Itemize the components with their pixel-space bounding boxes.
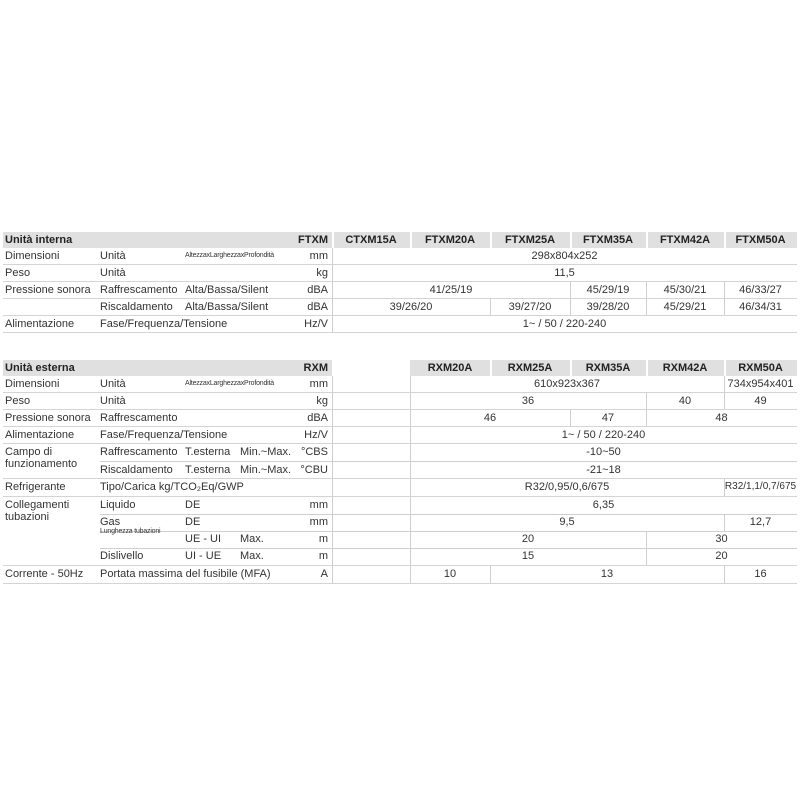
row-detail: Alta/Bassa/Silent: [185, 301, 269, 313]
row-label: Campo di: [5, 446, 53, 458]
row-sub: Fase/Frequenza/Tensione: [100, 429, 228, 441]
value-cell: -10~50: [586, 446, 621, 458]
value-cell: 9,5: [559, 516, 575, 528]
row-detail: UI - UE: [185, 550, 222, 562]
value-cell: 36: [521, 395, 535, 407]
row-label: Pressione sonora: [5, 284, 91, 296]
row-label: Dimensioni: [5, 250, 60, 262]
row-unit: A: [320, 568, 328, 580]
row-detail: Min.~Max.: [240, 464, 292, 476]
indoor-sound-cooling-row: [3, 282, 797, 299]
outdoor-model-col: RXM50A: [738, 362, 783, 374]
indoor-weight-row: [3, 265, 797, 282]
value-cell: 1~ / 50 / 220-240: [561, 429, 646, 441]
row-label: funzionamento: [5, 458, 78, 470]
indoor-sound-heating-row: [3, 299, 797, 316]
value-cell: 6,35: [592, 499, 615, 511]
row-sub: Unità: [100, 250, 126, 262]
value-cell: 13: [600, 568, 614, 580]
indoor-model-col: FTXM42A: [659, 234, 711, 246]
row-sub: Liquido: [100, 499, 136, 511]
row-label: Peso: [5, 267, 31, 279]
value-cell: 45/29/19: [586, 284, 630, 296]
row-unit: kg: [316, 395, 328, 407]
value-cell: 20: [715, 550, 728, 562]
row-sub: Fase/Frequenza/Tensione: [100, 318, 228, 330]
row-unit: Hz/V: [304, 429, 328, 441]
outdoor-model-col: RXM20A: [427, 362, 473, 374]
row-unit: kg: [316, 267, 328, 279]
indoor-model-col: FTXM50A: [735, 234, 786, 246]
row-sub: Raffrescamento: [100, 284, 178, 296]
row-sub: Riscaldamento: [100, 301, 173, 313]
value-cell: 47: [601, 412, 615, 424]
indoor-header-row: [3, 232, 797, 248]
outdoor-header-row: [3, 360, 797, 376]
row-sub: Unità: [100, 395, 126, 407]
indoor-power-row: [3, 316, 797, 333]
row-label: Refrigerante: [5, 481, 66, 493]
indoor-model-col: FTXM20A: [424, 234, 476, 246]
row-label: Corrente - 50Hz: [5, 568, 84, 580]
outdoor-model-col: RXM42A: [662, 362, 708, 374]
value-cell: 734x954x401: [727, 378, 794, 390]
row-unit: m: [318, 533, 328, 545]
row-label: Dimensioni: [5, 378, 60, 390]
row-sub: Unità: [100, 378, 126, 390]
row-label: Collegamenti: [5, 499, 70, 511]
value-cell: 10: [443, 568, 457, 580]
outdoor-model-col: RXM35A: [585, 362, 631, 374]
row-sub: Unità: [100, 267, 126, 279]
outdoor-model-col: RXM25A: [507, 362, 553, 374]
value-cell: 49: [754, 395, 767, 407]
outdoor-sound-row: [3, 410, 797, 427]
row-detail: T.esterna: [185, 446, 231, 458]
row-detail: T.esterna: [185, 464, 231, 476]
row-detail: Alta/Bassa/Silent: [185, 284, 269, 296]
row-sub: Portata massima del fusibile (MFA): [100, 568, 271, 580]
row-label: tubazioni: [5, 511, 50, 523]
row-sub: Raffrescamento: [100, 412, 178, 424]
outdoor-operating-range-group: [3, 444, 797, 479]
row-sub: Lunghezza tubazioni: [100, 528, 161, 535]
indoor-dimensions-row: [3, 248, 797, 265]
value-cell: 20: [521, 533, 535, 545]
value-cell: 298x804x252: [531, 250, 598, 262]
indoor-model-col: FTXM25A: [504, 234, 556, 246]
value-cell: 45/30/21: [663, 284, 707, 296]
outdoor-weight-row: [3, 393, 797, 410]
row-sub: Dislivello: [100, 550, 144, 562]
row-label: Alimentazione: [5, 429, 75, 441]
value-cell: 41/25/19: [429, 284, 473, 296]
row-label: Alimentazione: [5, 318, 75, 330]
row-detail: DE: [185, 499, 201, 511]
value-cell: R32/1,1/0,7/675: [724, 481, 797, 492]
outdoor-series: RXM: [303, 362, 328, 374]
row-detail: Max.: [240, 550, 264, 562]
row-label: Peso: [5, 395, 31, 407]
row-unit: dBA: [307, 412, 328, 424]
outdoor-refrigerant-row: [3, 479, 797, 497]
row-unit: Hz/V: [304, 318, 328, 330]
outdoor-current-row: [3, 566, 797, 584]
row-unit: mm: [309, 516, 328, 528]
value-cell: 40: [678, 395, 692, 407]
row-sub: Riscaldamento: [100, 464, 173, 476]
indoor-title: Unità interna: [5, 234, 73, 246]
row-label: Pressione sonora: [5, 412, 91, 424]
row-unit: m: [318, 550, 328, 562]
indoor-unit-table: [3, 232, 797, 333]
outdoor-title: Unità esterna: [5, 362, 75, 374]
row-unit: °CBS: [300, 446, 328, 458]
row-detail: Min.~Max.: [240, 446, 292, 458]
value-cell: 45/29/21: [663, 301, 707, 313]
value-cell: 15: [521, 550, 535, 562]
value-cell: 46/33/27: [739, 284, 782, 296]
value-cell: 46/34/31: [739, 301, 782, 313]
value-cell: R32/0,95/0,6/675: [524, 481, 610, 493]
value-cell: 48: [715, 412, 728, 424]
value-cell: 39/27/20: [508, 301, 552, 313]
value-cell: 610x923x367: [533, 378, 601, 390]
indoor-model-col: FTXM35A: [582, 234, 634, 246]
row-detail: Max.: [240, 533, 264, 545]
value-cell: 11,5: [554, 267, 575, 279]
row-sub: Tipo/Carica kg/TCO₂Eq/GWP: [100, 481, 244, 493]
row-unit: mm: [309, 250, 328, 262]
value-cell: 1~ / 50 / 220-240: [522, 318, 607, 330]
indoor-series: FTXM: [298, 234, 328, 246]
value-cell: 39/26/20: [389, 301, 433, 313]
row-unit: mm: [309, 499, 328, 511]
row-unit: mm: [309, 378, 328, 390]
row-sub: Gas: [100, 516, 121, 528]
outdoor-dimensions-row: [3, 376, 797, 393]
value-cell: 39/28/20: [586, 301, 630, 313]
value-cell: 46: [483, 412, 497, 424]
row-unit: °CBU: [300, 464, 328, 476]
value-cell: 30: [715, 533, 728, 545]
outdoor-piping-group: [3, 497, 797, 566]
row-sub: Raffrescamento: [100, 446, 178, 458]
row-detail: AltezzaxLarghezzaxProfondità: [185, 252, 274, 259]
outdoor-power-row: [3, 427, 797, 444]
outdoor-unit-table: [3, 360, 797, 584]
row-unit: dBA: [307, 301, 328, 313]
row-detail: DE: [185, 516, 201, 528]
row-unit: dBA: [307, 284, 328, 296]
value-cell: 16: [754, 568, 767, 580]
row-detail: AltezzaxLarghezzaxProfondità: [185, 380, 274, 387]
value-cell: -21~18: [586, 464, 621, 476]
row-detail: UE - UI: [185, 533, 222, 545]
value-cell: 12,7: [749, 516, 772, 528]
indoor-model-col: CTXM15A: [345, 234, 397, 246]
